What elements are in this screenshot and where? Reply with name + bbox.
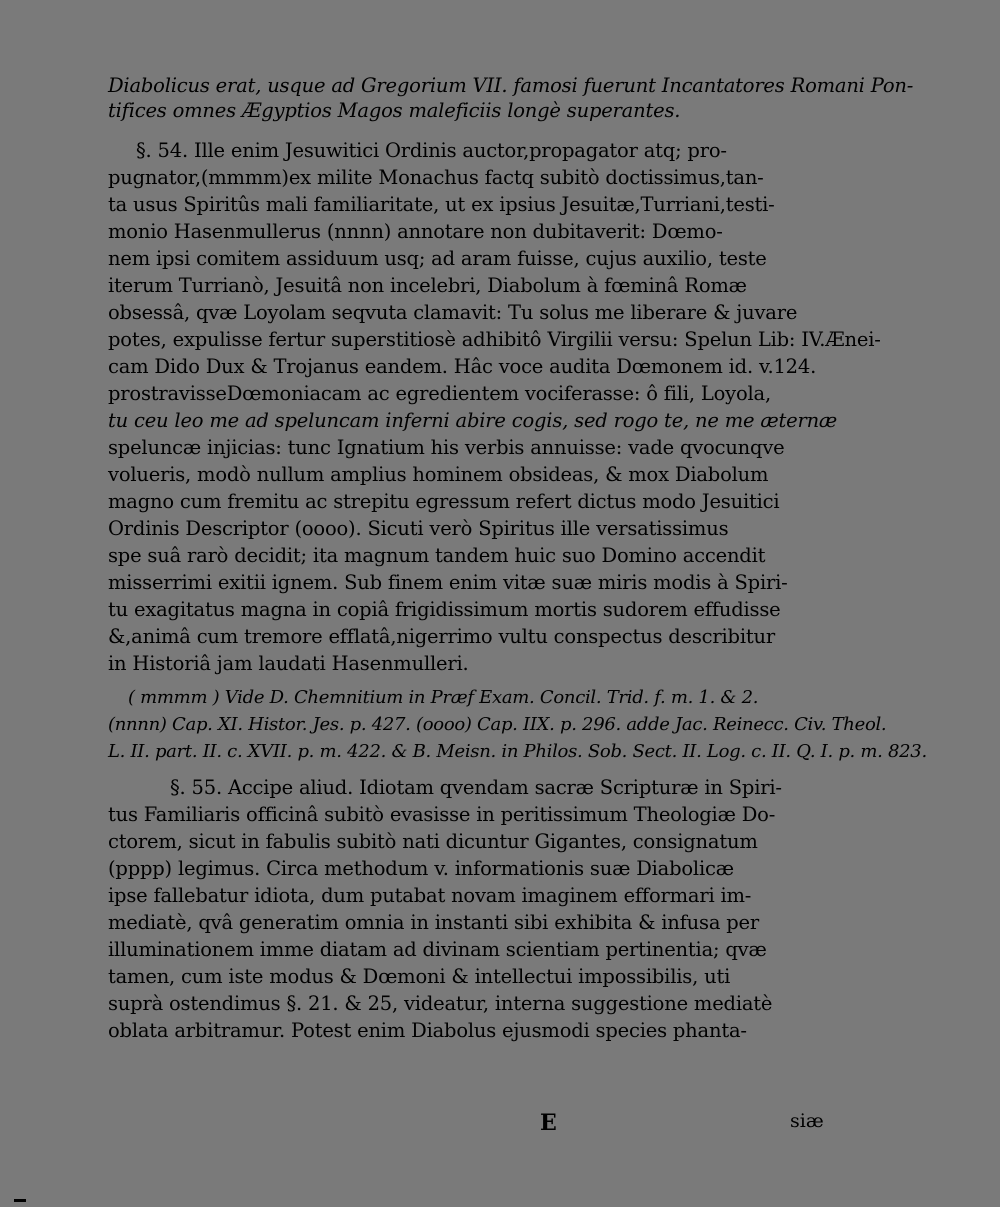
text-line: Diabolicus erat, usque ad Gregorium VII. famosi fuerunt Incantatores Romani Pon- [108, 74, 914, 97]
ink-speck [14, 1199, 26, 1202]
text-line: obsessâ, qvæ Loyolam seqvuta clamavit: Tu solus me liberare & juvare [108, 301, 798, 324]
text-line: §. 55. Accipe aliud. Idiotam qvendam sacræ Scripturæ in Spiri- [170, 776, 782, 799]
text-line: &,animâ cum tremore efflatâ,nigerrimo vultu conspectus describitur [108, 625, 775, 648]
footnote-line: ( mmmm ) Vide D. Chemnitium in Præf Exam. Concil. Trid. f. m. 1. & 2. [128, 687, 759, 708]
text-line: iterum Turrianò, Jesuitâ non incelebri, Diabolum à fœminâ Romæ [108, 274, 747, 297]
text-line: ctorem, sicut in fabulis subitò nati dicuntur Gigantes, consignatum [108, 830, 758, 853]
text-line: pugnator,(mmmm)ex milite Monachus factq subitò doctissimus,tan- [108, 166, 764, 189]
text-line: speluncæ injicias: tunc Ignatium his verbis annuisse: vade qvocunqve [108, 436, 785, 459]
text-line: suprà ostendimus §. 21. & 25, videatur, interna suggestione mediatè [108, 992, 773, 1015]
text-line: illuminationem imme diatam ad divinam scientiam pertinentia; qvæ [108, 938, 767, 961]
text-line: nem ipsi comitem assiduum usq; ad aram fuisse, cujus auxilio, teste [108, 247, 767, 270]
text-line: mediatè, qvâ generatim omnia in instanti sibi exhibita & infusa per [108, 911, 760, 934]
text-line: ta usus Spiritûs mali familiaritate, ut ex ipsius Jesuitæ,Turriani,testi- [108, 193, 775, 216]
catchword: siæ [790, 1110, 824, 1132]
text-line: ipse fallebatur idiota, dum putabat novam imaginem efformari im- [108, 884, 752, 907]
signature-mark: E [540, 1110, 557, 1136]
text-line: Ordinis Descriptor (oooo). Sicuti verò Spiritus ille versatissimus [108, 517, 729, 540]
text-line: oblata arbitramur. Potest enim Diabolus ejusmodi species phanta- [108, 1019, 747, 1042]
footnote-line: L. II. part. II. c. XVII. p. m. 422. & B. Meisn. in Philos. Sob. Sect. II. Log. c. II. Q. I. p. m. 823. [108, 741, 927, 762]
text-line: prostravisseDœmoniacam ac egredientem vociferasse: ô fili, Loyola, [108, 382, 771, 405]
text-line: §. 54. Ille enim Jesuwitici Ordinis auctor,propagator atq; pro- [136, 139, 727, 162]
footnote-line: (nnnn) Cap. XI. Histor. Jes. p. 427. (oooo) Cap. IIX. p. 296. adde Jac. Reinecc. Civ. Theol. [108, 714, 887, 735]
text-line: tu exagitatus magna in copiâ frigidissimum mortis sudorem effudisse [108, 598, 781, 621]
text-line: tu ceu leo me ad speluncam inferni abire cogis, sed rogo te, ne me æternæ [108, 409, 838, 432]
text-line: tamen, cum iste modus & Dœmoni & intellectui impossibilis, uti [108, 965, 731, 988]
text-line: cam Dido Dux & Trojanus eandem. Hâc voce audita Dœmonem id. v.124. [108, 355, 817, 378]
text-line: volueris, modò nullum amplius hominem obsideas, & mox Diabolum [108, 463, 769, 486]
text-line: misserrimi exitii ignem. Sub finem enim vitæ suæ miris modis à Spiri- [108, 571, 788, 594]
text-line: magno cum fremitu ac strepitu egressum refert dictus modo Jesuitici [108, 490, 780, 513]
text-line: (pppp) legimus. Circa methodum v. informationis suæ Diabolicæ [108, 857, 734, 880]
text-line: spe suâ rarò decidit; ita magnum tandem huic suo Domino accendit [108, 544, 766, 567]
text-line: potes, expulisse fertur superstitiosè adhibitô Virgilii versu: Spelun Lib: IV.Ænei- [108, 328, 881, 351]
text-line: tus Familiaris officinâ subitò evasisse in peritissimum Theologiæ Do- [108, 803, 776, 826]
text-line: in Historiâ jam laudati Hasenmulleri. [108, 652, 469, 675]
text-line: monio Hasenmullerus (nnnn) annotare non dubitaverit: Dœmo- [108, 220, 723, 243]
text-line: tifices omnes Ægyptios Magos maleficiis longè superantes. [108, 99, 681, 122]
